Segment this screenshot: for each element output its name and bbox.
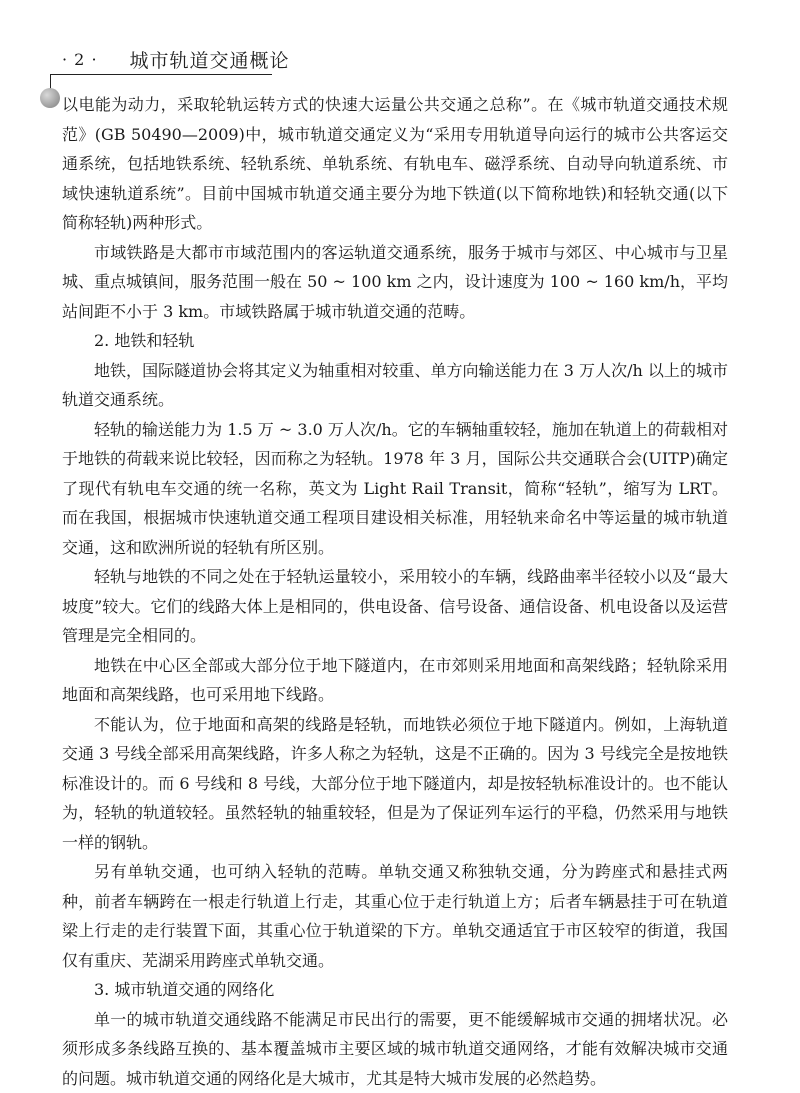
decorative-circle-icon <box>40 88 60 108</box>
section-heading-network: 3. 城市轨道交通的网络化 <box>62 975 728 1005</box>
paragraph: 不能认为，位于地面和高架的线路是轻轨，而地铁必须位于地下隧道内。例如，上海轨道交通 3 号线全部采用高架线路，许多人称之为轻轨，这是不正确的。因为 3 号线完全是按地铁标准设计的。而 6 号线和 8 号线，大部分位于地下隧道内，却是按轻轨标准设计的。也不能认为，轻轨的轨道较轻。虽然轻轨的轴重较轻，但是为了保证列车运行的平稳，仍然采用与地铁一样的钢轨。 <box>62 710 728 858</box>
paragraph: 地铁在中心区全部或大部分位于地下隧道内，在市郊则采用地面和高架线路；轻轨除采用地面和高架线路，也可采用地下线路。 <box>62 651 728 710</box>
paragraph: 轻轨与地铁的不同之处在于轻轨运量较小，采用较小的车辆，线路曲率半径较小以及“最大坡度”较大。它们的线路大体上是相同的，供电设备、信号设备、通信设备、机电设备以及运营管理是完全相同的。 <box>62 562 728 651</box>
body-text <box>62 90 728 1093</box>
paragraph: 地铁，国际隧道协会将其定义为轴重相对较重、单方向输送能力在 3 万人次/h 以上的城市轨道交通系统。 <box>62 356 728 415</box>
book-title: 城市轨道交通概论 <box>130 46 290 73</box>
paragraph: 市域铁路是大都市市域范围内的客运轨道交通系统，服务于城市与郊区、中心城市与卫星城、重点城镇间，服务范围一般在 50 ~ 100 km 之内，设计速度为 100 ~ 160 km/h，平均站间距不小于 3 km。市域铁路属于城市轨道交通的范畴。 <box>62 238 728 327</box>
running-header <box>62 44 290 74</box>
paragraph: 另有单轨交通，也可纳入轻轨的范畴。单轨交通又称独轨交通，分为跨座式和悬挂式两种，前者车辆跨在一根走行轨道上行走，其重心位于走行轨道上方；后者车辆悬挂于可在轨道梁上行走的走行装置下面，其重心位于轨道梁的下方。单轨交通适宜于市区较窄的街道，我国仅有重庆、芜湖采用跨座式单轨交通。 <box>62 857 728 975</box>
paragraph: 轻轨的输送能力为 1.5 万 ~ 3.0 万人次/h。它的车辆轴重较轻，施加在轨道上的荷载相对于地铁的荷载来说比较轻，因而称之为轻轨。1978 年 3 月，国际公共交通联合会(UITP)确定了现代有轨电车交通的统一名称，英文为 Light Rail Transit，简称“轻轨”，缩写为 LRT。而在我国，根据城市快速轨道交通工程项目建设相关标准，用轻轨来命名中等运量的城市轨道交通，这和欧洲所说的轻轨有所区别。 <box>62 415 728 563</box>
section-heading-subway-light-rail: 2. 地铁和轻轨 <box>62 326 728 356</box>
header-rule-line <box>50 74 272 75</box>
paragraph: 单一的城市轨道交通线路不能满足市民出行的需要，更不能缓解城市交通的拥堵状况。必须形成多条线路互换的、基本覆盖城市主要区域的城市轨道交通网络，才能有效解决城市交通的问题。城市轨道交通的网络化是大城市，尤其是特大城市发展的必然趋势。 <box>62 1005 728 1093</box>
page-number: · 2 · <box>62 50 98 69</box>
paragraph-continuation: 以电能为动力，采取轮轨运转方式的快速大运量公共交通之总称”。在《城市轨道交通技术规范》(GB 50490—2009)中，城市轨道交通定义为“采用专用轨道导向运行的城市公共客运交通系统，包括地铁系统、轻轨系统、单轨系统、有轨电车、磁浮系统、自动导向轨道系统、市域快速轨道系统”。目前中国城市轨道交通主要分为地下铁道(以下简称地铁)和轻轨交通(以下简称轻轨)两种形式。 <box>62 90 728 238</box>
